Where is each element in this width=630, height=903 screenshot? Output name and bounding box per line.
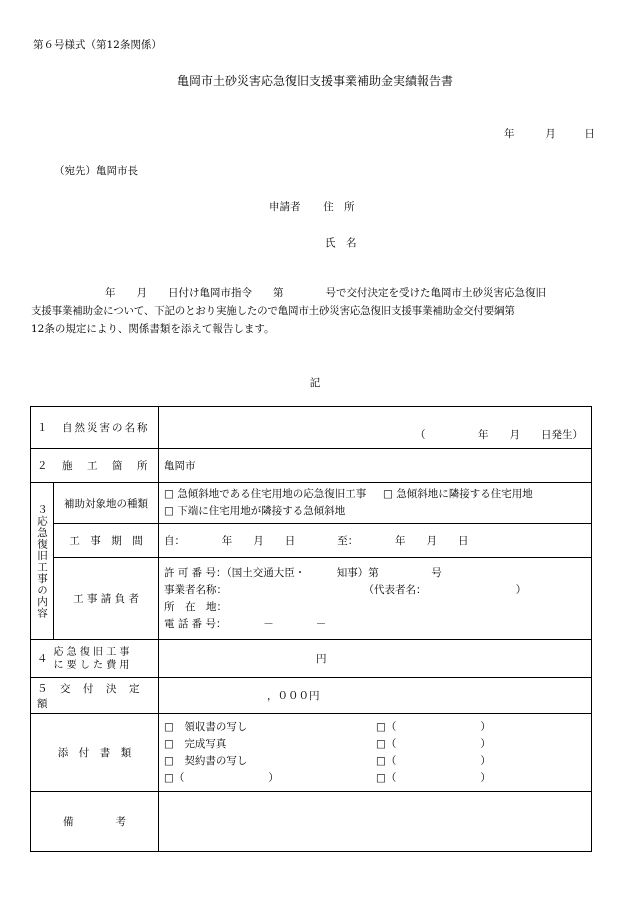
remarks-value-cell[interactable] (159, 792, 592, 852)
disaster-name-value-cell[interactable] (159, 407, 592, 449)
body-line-3: 12条の規定により、関係書類を添えて報告します。 (31, 323, 275, 335)
attachments-label: 添 付 書 類 (57, 747, 132, 759)
applicant-name-label: 氏 名 (325, 237, 357, 249)
remarks-label-cell (31, 792, 159, 852)
attachments-cell[interactable] (159, 714, 592, 792)
grant-amount-label-cell (31, 678, 159, 714)
grant-amount-value-cell[interactable] (159, 678, 592, 714)
attachment-other-left[interactable]: □（ ） (164, 771, 279, 784)
cost-number: ４ (37, 653, 48, 665)
contractor-label-cell (54, 558, 159, 640)
permit-number-line: 許 可 番 号：（国土交通大臣・ 知事）第 号 (164, 566, 442, 579)
attachment-other-right-1[interactable]: □（ ） (376, 720, 491, 733)
target-options-cell[interactable] (159, 483, 592, 524)
contractor-info-cell[interactable] (159, 558, 592, 640)
attachment-receipt[interactable]: □ 領収書の写し (164, 720, 248, 733)
form-code: 第６号様式（第12条関係） (33, 39, 162, 51)
attachment-contract[interactable]: □ 契約書の写し (164, 754, 248, 767)
applicant-address-row (269, 199, 355, 214)
work-content-group-label: ３応急復旧工事の内容 (36, 503, 48, 619)
period-value: 自： 年 月 日 至： 年 月 日 (164, 535, 469, 547)
addressee: （宛先）亀岡市長 (54, 165, 138, 177)
site-value: 亀岡市 (164, 460, 196, 472)
period-label-cell (54, 524, 159, 558)
site-value-cell[interactable] (159, 449, 592, 483)
disaster-date: （ 年 月 日発生） (415, 429, 583, 441)
phone-line: 電 話 番 号： － － (164, 617, 327, 630)
attachment-other-right-4[interactable]: □（ ） (376, 771, 491, 784)
attachment-photo[interactable]: □ 完成写真 (164, 737, 227, 750)
attachments-label-cell (31, 714, 159, 792)
address-label: 住 所 (323, 201, 355, 213)
cost-label-cell (54, 640, 159, 678)
work-content-group-cell (31, 483, 54, 640)
location-line: 所 在 地： (164, 600, 227, 613)
target-option-1[interactable]: □ 急傾斜地である住宅用地の応急復旧工事 (164, 488, 367, 500)
contractor-label: 工 事 請 負 者 (73, 593, 139, 605)
disaster-name-label: １ 自然災害の名称 (37, 422, 150, 434)
body-line-1: 年 月 日付け亀岡市指令 第 号で交付決定を受けた亀岡市土砂災害応急復旧 (105, 287, 546, 299)
period-value-cell[interactable] (159, 524, 592, 558)
body-text (31, 284, 603, 338)
date-year: 年 (504, 128, 515, 140)
disaster-name-label-cell (31, 407, 159, 449)
applicant-label: 申請者 (269, 201, 301, 213)
cost-value-cell[interactable] (159, 640, 592, 678)
date-day: 日 (584, 128, 595, 140)
target-label-cell (54, 483, 159, 524)
ki-heading: 記 (309, 377, 321, 389)
site-label-cell (31, 449, 159, 483)
attachment-other-right-2[interactable]: □（ ） (376, 737, 491, 750)
target-option-2[interactable]: □ 急傾斜地に隣接する住宅用地 (382, 488, 533, 500)
period-label: 工 事 期 間 (69, 535, 143, 547)
grant-amount-value: ，０００円 (267, 690, 320, 702)
date-month: 月 (545, 128, 556, 140)
report-form-table (30, 406, 592, 852)
attachment-other-right-3[interactable]: □（ ） (376, 754, 491, 767)
site-label: ２ 施 工 箇 所 (37, 460, 150, 472)
document-title: 亀岡市土砂災害応急復旧支援事業補助金実績報告書 (176, 74, 453, 88)
target-option-3[interactable]: □ 下端に住宅用地が隣接する急傾斜地 (164, 505, 346, 517)
grant-amount-label: ５ 交 付 決 定 額 (37, 682, 152, 710)
cost-label: 応 急 復 旧 工 事 に 要 し た 費 用 (53, 646, 130, 671)
cost-value: 円 (316, 653, 327, 665)
date-line (504, 126, 595, 141)
company-name-line: 事業者名称： （代表者名： ） (164, 583, 527, 596)
remarks-label: 備 考 (63, 816, 126, 828)
target-label: 補助対象地の種類 (64, 497, 148, 510)
cost-number-cell (31, 640, 54, 678)
body-line-2: 支援事業補助金について、下記のとおり実施したので亀岡市土砂災害応急復旧支援事業補助金交付要綱第 (31, 305, 515, 317)
